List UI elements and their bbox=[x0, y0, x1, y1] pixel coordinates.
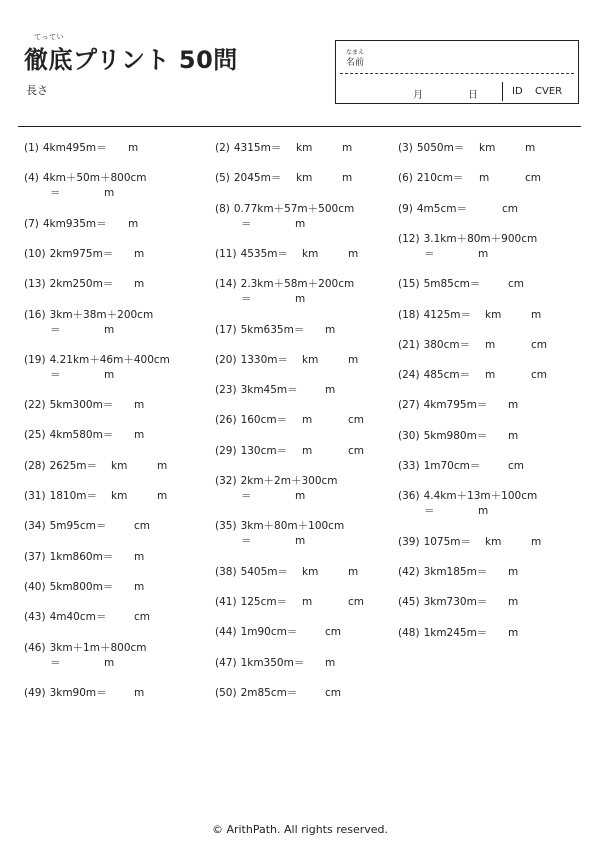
question-item bbox=[24, 141, 139, 156]
answer-unit: km bbox=[302, 353, 319, 366]
question-item bbox=[398, 595, 519, 610]
answer-unit: m bbox=[479, 172, 490, 185]
question-number: (4) bbox=[24, 172, 39, 185]
answer-unit: cm bbox=[508, 278, 525, 291]
name-box bbox=[335, 40, 579, 104]
id-label: ID bbox=[512, 86, 523, 97]
question-number: (3) bbox=[398, 142, 413, 154]
question-expression: 2km975m＝ bbox=[49, 247, 114, 260]
question-item bbox=[24, 580, 145, 595]
answer-unit: m bbox=[128, 142, 139, 154]
name-underline bbox=[340, 73, 574, 74]
question-item bbox=[398, 308, 542, 323]
question-item bbox=[398, 141, 536, 156]
question-number: (20) bbox=[215, 353, 237, 366]
question-item bbox=[24, 550, 145, 565]
footer-copyright: © ArithPath. All rights reserved. bbox=[211, 823, 389, 836]
answer-unit: cm bbox=[348, 595, 365, 608]
answer-unit: m bbox=[302, 595, 313, 608]
question-item bbox=[398, 535, 542, 550]
answer-unit: m bbox=[325, 656, 336, 669]
answer-unit: m bbox=[508, 565, 519, 578]
question-number: (47) bbox=[215, 656, 237, 669]
title-ruby: てってい bbox=[34, 33, 64, 41]
question-expression: 4km580m＝ bbox=[49, 429, 114, 442]
question-expression: 4535m＝ bbox=[240, 247, 289, 260]
equals-sign: ＝ bbox=[241, 217, 252, 230]
answer-unit: m bbox=[531, 308, 542, 321]
question-item bbox=[398, 368, 548, 383]
answer-unit: cm bbox=[134, 611, 151, 624]
answer-unit: m bbox=[342, 142, 353, 154]
answer-unit: cm bbox=[531, 338, 548, 351]
question-expression: 3km45m＝ bbox=[240, 384, 298, 397]
answer-unit: m bbox=[104, 368, 115, 381]
question-expression: 4.4km＋13m＋100cm bbox=[423, 490, 538, 503]
question-expression: 5km635m＝ bbox=[240, 323, 305, 336]
answer-unit: cm bbox=[348, 414, 365, 427]
question-item bbox=[398, 489, 537, 519]
answer-unit: m bbox=[478, 247, 489, 260]
question-expression: 5km300m＝ bbox=[49, 399, 114, 412]
question-number: (24) bbox=[398, 369, 420, 382]
question-number: (17) bbox=[215, 323, 237, 336]
answer-unit: m bbox=[508, 399, 519, 412]
separator bbox=[502, 82, 503, 101]
question-number: (14) bbox=[215, 278, 237, 291]
question-number: (49) bbox=[24, 686, 46, 699]
question-item bbox=[24, 353, 170, 383]
answer-unit: m bbox=[104, 656, 115, 669]
answer-unit: m bbox=[348, 247, 359, 260]
question-item bbox=[215, 474, 338, 504]
question-expression: 3km＋80m＋100cm bbox=[240, 520, 345, 533]
question-expression: 1m90cm＝ bbox=[240, 626, 298, 639]
answer-unit: km bbox=[485, 535, 502, 548]
question-number: (27) bbox=[398, 399, 420, 412]
question-expression: 130cm＝ bbox=[240, 444, 288, 457]
answer-unit: m bbox=[478, 505, 489, 518]
question-item bbox=[24, 277, 145, 292]
question-expression: 3km730m＝ bbox=[423, 596, 488, 609]
question-number: (1) bbox=[24, 142, 39, 154]
question-item bbox=[24, 459, 168, 474]
question-expression: 1km245m＝ bbox=[423, 626, 488, 639]
question-expression: 1km860m＝ bbox=[49, 550, 114, 563]
question-item bbox=[215, 413, 365, 428]
question-number: (40) bbox=[24, 580, 46, 593]
question-number: (38) bbox=[215, 565, 237, 578]
answer-unit: m bbox=[104, 187, 115, 200]
question-item bbox=[215, 565, 359, 580]
question-number: (30) bbox=[398, 429, 420, 442]
answer-unit: km bbox=[296, 142, 313, 154]
equals-sign: ＝ bbox=[50, 656, 61, 669]
question-item bbox=[398, 398, 519, 413]
question-number: (26) bbox=[215, 414, 237, 427]
equals-sign: ＝ bbox=[241, 535, 252, 548]
question-number: (32) bbox=[215, 475, 237, 487]
question-item bbox=[24, 489, 168, 504]
page-title: 徹底プリント 50問 bbox=[24, 46, 238, 74]
answer-unit: cm bbox=[348, 444, 365, 457]
question-item bbox=[398, 338, 548, 353]
question-item bbox=[215, 353, 359, 368]
question-expression: 1330m＝ bbox=[240, 353, 289, 366]
answer-unit: m bbox=[157, 490, 168, 502]
question-expression: 2km＋2m＋300cm bbox=[240, 475, 338, 487]
question-number: (29) bbox=[215, 444, 237, 457]
answer-unit: m bbox=[348, 565, 359, 578]
question-number: (9) bbox=[398, 202, 413, 215]
question-expression: 4315m＝ bbox=[233, 142, 282, 154]
question-number: (15) bbox=[398, 278, 420, 291]
answer-unit: m bbox=[325, 323, 336, 336]
question-item bbox=[215, 247, 359, 262]
question-item bbox=[398, 429, 519, 444]
answer-unit: km bbox=[296, 172, 313, 185]
answer-unit: cm bbox=[325, 626, 342, 639]
question-item bbox=[215, 686, 342, 701]
question-number: (7) bbox=[24, 217, 39, 230]
question-number: (43) bbox=[24, 611, 46, 624]
question-number: (6) bbox=[398, 172, 413, 185]
question-expression: 380cm＝ bbox=[423, 338, 471, 351]
answer-unit: m bbox=[302, 414, 313, 427]
equals-sign: ＝ bbox=[50, 323, 61, 336]
question-number: (28) bbox=[24, 459, 46, 472]
answer-unit: m bbox=[531, 535, 542, 548]
question-item bbox=[215, 141, 353, 156]
question-expression: 4km935m＝ bbox=[42, 217, 107, 230]
answer-unit: cm bbox=[525, 172, 542, 185]
question-number: (41) bbox=[215, 595, 237, 608]
equals-sign: ＝ bbox=[50, 368, 61, 381]
question-expression: 5405m＝ bbox=[240, 565, 289, 578]
question-number: (11) bbox=[215, 247, 237, 260]
question-number: (48) bbox=[398, 626, 420, 639]
question-number: (21) bbox=[398, 338, 420, 351]
answer-unit: m bbox=[325, 384, 336, 397]
day-label: 日 bbox=[468, 90, 478, 101]
question-item bbox=[215, 323, 336, 338]
answer-unit: m bbox=[134, 247, 145, 260]
question-item bbox=[215, 625, 342, 640]
answer-unit: m bbox=[134, 550, 145, 563]
answer-unit: m bbox=[295, 535, 306, 548]
answer-unit: m bbox=[295, 293, 306, 306]
question-number: (44) bbox=[215, 626, 237, 639]
answer-unit: m bbox=[485, 369, 496, 382]
question-number: (35) bbox=[215, 520, 237, 533]
answer-unit: m bbox=[485, 338, 496, 351]
question-number: (19) bbox=[24, 353, 46, 366]
question-number: (42) bbox=[398, 565, 420, 578]
question-expression: 3.1km＋80m＋900cm bbox=[423, 232, 538, 245]
question-number: (16) bbox=[24, 308, 46, 321]
answer-unit: m bbox=[134, 429, 145, 442]
equals-sign: ＝ bbox=[424, 247, 435, 260]
question-number: (8) bbox=[215, 202, 230, 215]
equals-sign: ＝ bbox=[50, 187, 61, 200]
question-item bbox=[24, 308, 153, 338]
question-number: (39) bbox=[398, 535, 420, 548]
question-item bbox=[215, 595, 365, 610]
question-item bbox=[398, 171, 542, 186]
question-expression: 4m40cm＝ bbox=[49, 611, 107, 624]
question-item bbox=[215, 383, 336, 398]
question-number: (2) bbox=[215, 142, 230, 154]
question-item bbox=[398, 202, 519, 217]
answer-unit: km bbox=[302, 565, 319, 578]
question-number: (46) bbox=[24, 641, 46, 654]
question-number: (33) bbox=[398, 460, 420, 472]
question-number: (13) bbox=[24, 278, 46, 291]
question-expression: 2km250m＝ bbox=[49, 278, 114, 291]
question-item bbox=[24, 217, 139, 232]
answer-unit: m bbox=[525, 142, 536, 154]
question-expression: 1810m＝ bbox=[49, 490, 98, 502]
question-number: (45) bbox=[398, 596, 420, 609]
answer-unit: cm bbox=[508, 460, 525, 472]
question-item bbox=[24, 428, 145, 443]
question-number: (18) bbox=[398, 308, 420, 321]
answer-unit: km bbox=[485, 308, 502, 321]
answer-unit: m bbox=[508, 429, 519, 442]
question-item bbox=[398, 565, 519, 580]
question-number: (22) bbox=[24, 399, 46, 412]
question-expression: 5050m＝ bbox=[416, 142, 465, 154]
question-expression: 4km＋50m＋800cm bbox=[42, 172, 147, 185]
question-expression: 160cm＝ bbox=[240, 414, 288, 427]
name-label: 名前 bbox=[346, 58, 365, 68]
answer-unit: m bbox=[134, 399, 145, 412]
answer-unit: m bbox=[508, 596, 519, 609]
question-expression: 3km90m＝ bbox=[49, 686, 107, 699]
question-expression: 2625m＝ bbox=[49, 459, 98, 472]
question-item bbox=[398, 232, 537, 262]
question-expression: 4km495m＝ bbox=[42, 142, 107, 154]
question-item bbox=[24, 171, 147, 201]
answer-unit: m bbox=[342, 172, 353, 185]
question-item bbox=[398, 626, 519, 641]
id-value: CVER bbox=[535, 86, 563, 97]
question-expression: 5m85cm＝ bbox=[423, 278, 481, 291]
answer-unit: km bbox=[479, 142, 496, 154]
answer-unit: cm bbox=[502, 202, 519, 215]
question-expression: 4.21km＋46m＋400cm bbox=[49, 353, 170, 366]
question-expression: 3km＋1m＋800cm bbox=[49, 641, 147, 654]
question-item bbox=[24, 686, 145, 701]
question-number: (12) bbox=[398, 232, 420, 245]
question-number: (36) bbox=[398, 490, 420, 503]
question-item bbox=[24, 610, 151, 625]
question-expression: 5km800m＝ bbox=[49, 580, 114, 593]
question-expression: 210cm＝ bbox=[416, 172, 464, 185]
answer-unit: m bbox=[134, 686, 145, 699]
question-item bbox=[24, 519, 151, 534]
answer-unit: cm bbox=[325, 686, 342, 699]
question-number: (10) bbox=[24, 247, 46, 260]
answer-unit: cm bbox=[531, 369, 548, 382]
question-item bbox=[24, 247, 145, 262]
question-expression: 5m95cm＝ bbox=[49, 520, 107, 533]
answer-unit: m bbox=[295, 490, 306, 502]
question-item bbox=[24, 398, 145, 413]
question-item bbox=[24, 641, 147, 671]
question-expression: 1075m＝ bbox=[423, 535, 472, 548]
answer-unit: m bbox=[348, 353, 359, 366]
question-expression: 4m5cm＝ bbox=[416, 202, 467, 215]
question-expression: 2.3km＋58m＋200cm bbox=[240, 278, 355, 291]
question-expression: 485cm＝ bbox=[423, 369, 471, 382]
question-expression: 1m70cm＝ bbox=[423, 460, 481, 472]
answer-unit: m bbox=[508, 626, 519, 639]
question-number: (31) bbox=[24, 490, 46, 502]
answer-unit: km bbox=[302, 247, 319, 260]
question-expression: 0.77km＋57m＋500cm bbox=[233, 202, 355, 215]
answer-unit: km bbox=[111, 490, 128, 502]
answer-unit: m bbox=[302, 444, 313, 457]
answer-unit: cm bbox=[134, 520, 151, 533]
question-number: (23) bbox=[215, 384, 237, 397]
question-expression: 3km185m＝ bbox=[423, 565, 488, 578]
equals-sign: ＝ bbox=[241, 490, 252, 502]
question-expression: 4km795m＝ bbox=[423, 399, 488, 412]
question-item bbox=[215, 202, 354, 232]
answer-unit: m bbox=[295, 217, 306, 230]
answer-unit: m bbox=[134, 278, 145, 291]
question-expression: 2045m＝ bbox=[233, 172, 282, 185]
answer-unit: m bbox=[128, 217, 139, 230]
question-item bbox=[215, 656, 336, 671]
question-item bbox=[215, 171, 353, 186]
answer-unit: m bbox=[134, 580, 145, 593]
question-item bbox=[215, 519, 344, 549]
equals-sign: ＝ bbox=[241, 293, 252, 306]
question-number: (50) bbox=[215, 686, 237, 699]
question-item bbox=[398, 277, 525, 292]
question-expression: 2m85cm＝ bbox=[240, 686, 298, 699]
answer-unit: m bbox=[157, 459, 168, 472]
header-rule bbox=[18, 126, 581, 127]
question-number: (25) bbox=[24, 429, 46, 442]
answer-unit: km bbox=[111, 459, 128, 472]
question-number: (37) bbox=[24, 550, 46, 563]
question-number: (34) bbox=[24, 520, 46, 533]
question-expression: 4125m＝ bbox=[423, 308, 472, 321]
question-item bbox=[215, 444, 365, 459]
question-expression: 125cm＝ bbox=[240, 595, 288, 608]
question-expression: 3km＋38m＋200cm bbox=[49, 308, 154, 321]
name-ruby: なまえ bbox=[346, 49, 365, 56]
question-number: (5) bbox=[215, 172, 230, 185]
month-label: 月 bbox=[413, 90, 423, 101]
question-item bbox=[215, 277, 354, 307]
question-expression: 1km350m＝ bbox=[240, 656, 305, 669]
subject-label: 長さ bbox=[26, 84, 48, 97]
question-expression: 5km980m＝ bbox=[423, 429, 488, 442]
answer-unit: m bbox=[104, 323, 115, 336]
equals-sign: ＝ bbox=[424, 505, 435, 518]
question-item bbox=[398, 459, 525, 474]
